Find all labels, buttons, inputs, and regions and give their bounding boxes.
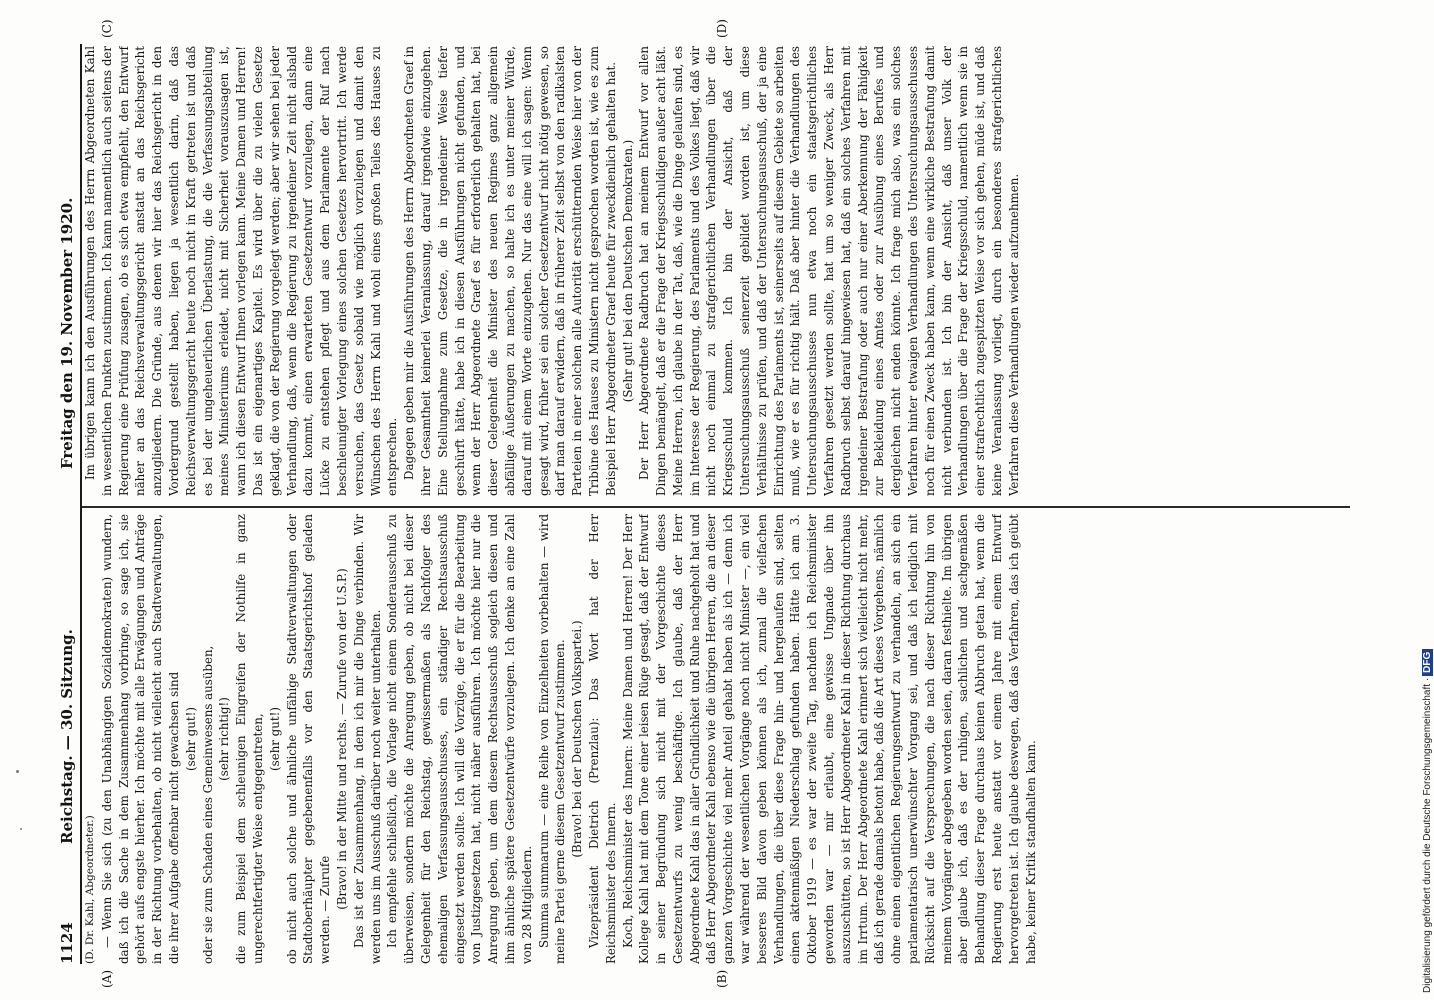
paragraph: Der Herr Abgeordnete Radbruch hat an meinem Entwurf vor allen Dingen bemängelt, daß er die Frage der Kriegsschuldigen außer acht läßt. Meine Herren, ich glaube in der Tat, daß, wie die Dinge gelaufen sind, es im Interesse der Regierung, des Parlaments und des Volkes liegt, daß wir nicht noch einmal zu strafgerichtlichen Verhandlungen über die Kriegsschuld kommen. Ich bin der Ansicht, daß der Untersuchungsausschuß seinerzeit gebildet worden ist, um diese Verhältnisse zu prüfen, und daß der Untersuchungsausschuß, der ja eine Einrichtung des Parlaments ist, seinerseits auf diesem Gebiete so arbeiten muß, wie er es für richtig hält. Daß aber hinter die Verhandlungen des Untersuchungsausschusses nun etwa noch ein staatsgerichtliches Verfahren gesetzt werden sollte, hat um so weniger Zweck, als Herr Radbruch selbst darauf hingewiesen hat, daß ein solches Verfahren mit irgendeiner Bestrafung oder auch nur einer Aberkennung der Fähigkeit zur Bekleidung eines Amtes oder zur Ausübung eines Berufes und dergleichen nicht enden könnte. Ich frage mich also, was ein solches Verfahren hinter etwaigen Verhandlungen des Untersuchungsausschusses noch für einen Zweck haben kann, wenn eine wirkliche Bestrafung damit nicht verbunden ist. Ich bin der Ansicht, daß unser Volk der Verhandlungen über die Frage der Kriegsschuld, namentlich wenn sie in einer strafrechtlich zugespitzten Weise vor sich gehen, müde ist, und daß keine Veranlassung vorliegt, durch ein besonderes strafgerichtliches Verfahren diese Verhandlungen wieder aufzunehmen. <box>637 46 1021 496</box>
column-divider <box>82 507 1350 509</box>
paragraph: oder sie zum Schaden eines Gemeinwesens ausüben, <box>200 645 215 964</box>
speaker-note: (D. Dr. Kahl, Abgeordneter.) <box>84 815 96 964</box>
page-number: 1124 <box>58 922 76 964</box>
paragraph: Das ist der Zusammenhang, in dem ich mir die Dinge verbinden. Wir werden uns im Ausschuß darüber noch weiter unterhalten. <box>351 514 383 964</box>
interjection: (Bravo! bei der Deutschen Volkspartei.) <box>570 620 585 858</box>
paragraph: Vizepräsident Dietrich (Prenzlau): Das Wort hat der Herr Reichsminister des Innern. <box>586 514 618 964</box>
scan-speck <box>16 770 19 773</box>
margin-marker-d: (D) <box>715 19 729 38</box>
margin-marker-b: (B) <box>715 969 729 988</box>
credit-text: Digitalisierung gefördert durch die Deutsche Forschungsgemeinschaft · <box>1422 677 1433 993</box>
interjection: (sehr gut!) <box>183 707 198 771</box>
paragraph: Koch, Reichsminister des Innern: Meine Damen und Herren! Der Herr Kollege Kahl hat mit dem Tone einer leisen Rüge gesagt, daß der Entwurf in seiner Begründung sich nicht mit der Vorgeschichte dieses Gesetzentwurfs zu wenig beschäftige. Ich glaube, daß der Herr Abgeordnete Kahl das in aller Gründlichkeit und Ruhe nachgeholt hat und daß Herr Abgeordneter Kahl ebenso wie die übrigen Herren, die an dieser ganzen Vorgeschichte viel mehr Anteil gehabt haben als ich — denn ich war während der wesentlichen Vorgänge noch nicht Minister —, ein viel besseres Bild davon geben können als ich, zumal die vielfachen Verhandlungen, die über diese Frage hin- und hergelaufen sind, selten einen aktenmäßigen Niederschlag gefunden haben. Hätte ich am 3. Oktober 1919 — es war der zweite Tag, nachdem ich Reichsminister geworden war — mir erlaubt, eine gewisse Ungnade über ihn auszuschütten, so ist Herr Abgeordneter Kahl in dieser Richtung durchaus im Irrtum. Der Herr Abgeordnete Kahl erinnert sich vielleicht nicht mehr, daß ich gerade damals betont habe, daß die Art dieses Vorgehens, nämlich ohne einen eigentlichen Regierungsentwurf zu verhandeln, an sich ein parlamentarisch unerwünschter Vorgang sei, und daß ich lediglich mit Rücksicht auf die Versprechungen, die nach dieser Richtung hin von meinem Vorgänger abgegeben worden seien, daran festhielte. Im übrigen aber glaube ich, daß es der ruhigen, sachlichen und sachgemäßen Behandlung dieser Frage durchaus keinen Abbruch getan hat, wenn die Regierung erst heute anstatt vor einem Jahre mit einem Entwurf hervorgetreten ist. Ich glaube deswegen, daß das Verfahren, das ich geübt habe, keiner Kritik standhalten kann. <box>620 514 1038 964</box>
paragraph: — Wenn Sie sich (zu den Unabhängigen Sozialdemokraten) wundern, daß ich die Sache in dem Zusammenhang vorbringe, so sage ich, sie gehört aufs engste hierher. Ich möchte mit alle Erwägungen und Anträge in der Richtung vorbehalten, ob nicht vielleicht auch Stadtverwaltungen, die ihrer Aufgabe offenbar nicht gewachsen sind <box>99 514 181 964</box>
paragraph: Summa summarum — eine Reihe von Einzelheiten vorbehalten — wird meine Partei gerne diesem Gesetzentwurf zustimmen. <box>536 514 568 964</box>
dfg-logo: DFG <box>1422 649 1433 676</box>
left-column <box>82 514 1352 964</box>
scan-speck <box>20 828 22 830</box>
paragraph: Im übrigen kann ich den Ausführungen des Herrn Abgeordneten Kahl in wesentlichen Punkten zustimmen. Ich kann namentlich auch seitens der Regierung eine Prüfung zusagen, ob es sich etwa empfiehlt, den Entwurf näher an das Reichsverwaltungsgericht anstatt an das Reichsgericht anzugliedern. Die Gründe, aus denen wir hier das Reichsgericht in den Vordergrund gestellt haben, liegen ja wesentlich darin, daß das Reichsverwaltungsgericht heute noch nicht in Kraft getreten ist und daß es bei der ungeheuerlichen Überlastung, die die Verfassungsabteilung meines Ministeriums erleidet, nicht mit Sicherheit vorauszusagen ist, wann ich diesen Entwurf Ihnen vorlegen kann. Meine Damen und Herren! Das ist ein eigenartiges Kapitel. Es wird über die zu vielen Gesetze geklagt, die von der Regierung vorgelegt werden; aber wir sehen bei jeder Verhandlung, daß, wenn die Regierung zu irgendeiner Zeit nicht alsbald dazu kommt, einen erwarteten Gesetzentwurf vorzulegen, dann eine Lücke zu entstehen pflegt und aus dem Parlamente der Ruf nach beschleunigter Vorlegung eines solchen Gesetzes hervortritt. Ich werde versuchen, das Gesetz sobald wie möglich vorzulegen und damit den Wünschen des Herrn Kahl und wohl eines großen Teiles des Hauses zu entsprechen. <box>83 46 400 496</box>
paragraph: Ich empfehle schließlich, die Vorlage nicht einem Sonderausschuß zu überweisen, sondern möchte die Anregung geben, ob nicht bei dieser Gelegenheit für den Reichstag, gewissermaßen als Nachfolger des ehemaligen Verfassungsausschusses, ein ständiger Rechtsausschuß eingesetzt werden sollte. Ich will die Vorzüge, die er für die Bearbeitung von Justizgesetzen hat, nicht näher ausführen. Ich möchte hier nur die Anregung geben, um dem diesem Rechtsausschuß sogleich diesen und ihm ähnliche spätere Gesetzentwürfe vorzulegen. Ich denke an eine Zahl von 28 Mitgliedern. <box>385 514 534 964</box>
interjection: (Bravo! in der Mitte und rechts. — Zurufe von der U.S.P.) <box>334 568 349 910</box>
paragraph: Dagegen geben mir die Ausführungen des Herrn Abgeordneten Graef in ihrer Gesamtheit keinerlei Veranlassung, darauf irgendwie einzugehen. Eine Stellungnahme zum Gesetze, die in irgendeiner Weise tiefer geschürft hätte, habe ich in diesen Ausführungen nicht gefunden, und wenn der Herr Abgeordnete Graef es für erforderlich gehalten hat, bei dieser Gelegenheit die Minister des neuen Regimes ganz allgemein abfällige Äußerungen zu machen, so halte ich es unter meiner Würde, darauf mit einem Worte einzugehen. Nur das eine will ich sagen: Wenn gesagt wird, früher sei ein solcher Gesetzentwurf nicht nötig gewesen, so darf man darauf erwidern, daß in früherer Zeit selbst von den radikalsten Parteien in einer solchen alle Autorität erschütternden Weise hier von der Tribüne des Hauses zu Ministern nicht gesprochen worden ist, wie es zum Beispiel Herr Abgeordneter Graef heute für zweckdienlich gehalten hat. <box>402 46 618 496</box>
paragraph: die zum Beispiel dem schleunigen Eingreifen der Nothilfe in ganz ungerechtfertigter Weise entgegentreten, <box>234 514 265 964</box>
interjection: (Sehr gut! bei den Deutschen Demokraten.) <box>620 139 635 403</box>
right-column <box>82 46 1352 496</box>
digitization-credit <box>1420 8 1434 993</box>
session-date: Freitag den 19. November 1920. <box>58 197 76 469</box>
margin-marker-c: (C) <box>100 19 114 38</box>
margin-marker-a: (A) <box>100 969 114 988</box>
interjection: (sehr gut!) <box>267 707 282 771</box>
session-title: Reichstag. — 30. Sitzung. <box>58 629 76 844</box>
paragraph: ob nicht auch solche und ähnliche unfähige Stadtverwaltungen oder Stadtoberhäupter gegebenenfalls vor den Staatsgerichtshof geladen werden. — Zurufe <box>284 514 333 964</box>
interjection: (sehr richtig!) <box>217 697 232 781</box>
